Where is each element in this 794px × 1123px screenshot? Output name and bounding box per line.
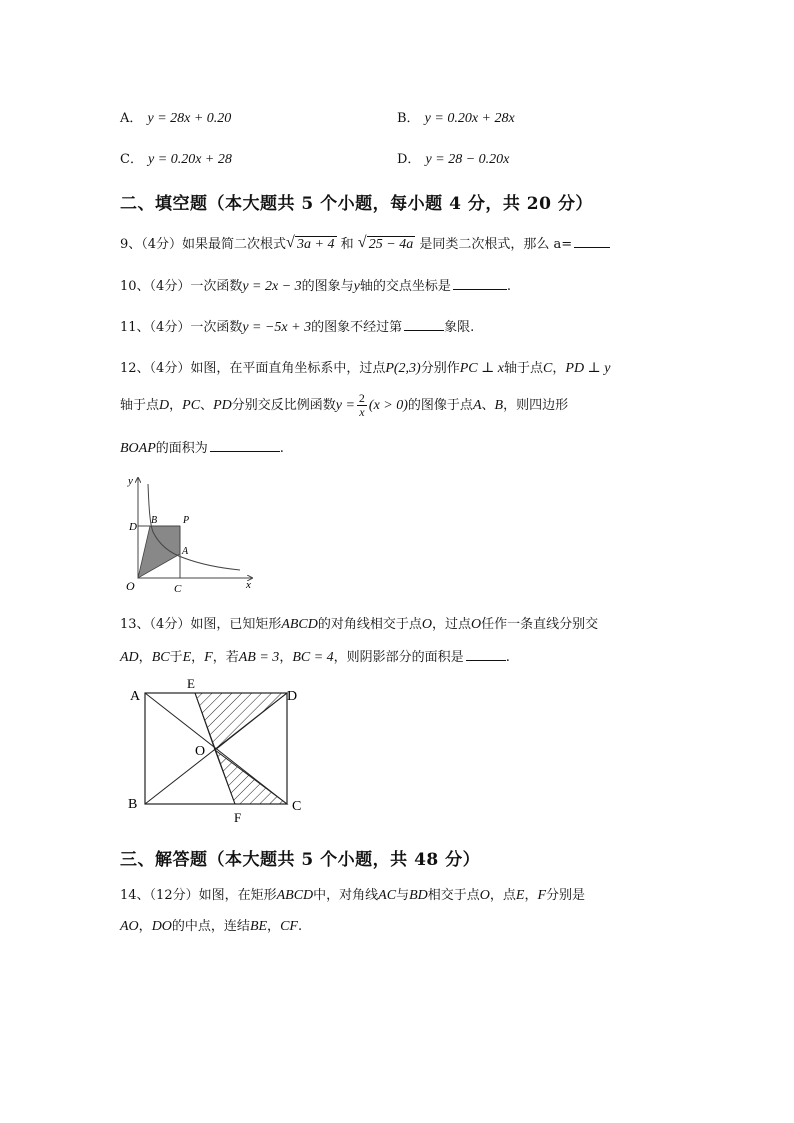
q14-comma: ，点: [489, 888, 516, 903]
fig2-label-b: B: [128, 797, 138, 812]
q13-line2-suffix: ，则阴影部分的面积是: [333, 650, 464, 665]
fig2-label-d: D: [287, 689, 298, 704]
q10-answer-blank[interactable]: [453, 277, 507, 290]
figure-q13: [120, 676, 320, 826]
q13-bc-eq: BC = 4: [292, 650, 334, 665]
q12-condition: (x > 0): [368, 398, 408, 413]
q12-line1-mid: 分别作: [420, 361, 460, 376]
q9-prefix: 9、（4分）如果最简二次根式: [120, 237, 287, 252]
q14-ac: AC: [378, 888, 397, 903]
fig1-label-o: O: [126, 579, 135, 593]
q10-mid: 的图象与: [301, 279, 354, 294]
q12-pc-perp: PC ⊥ x: [459, 361, 505, 376]
q12-pd: PD: [213, 398, 232, 413]
q13-ruo: ，若: [212, 650, 239, 665]
q12-pd-perp: PD ⊥ y: [565, 361, 611, 376]
q14-do: DO: [151, 919, 172, 934]
fig1-label-c: C: [174, 583, 182, 595]
q12-line3-suffix: 的面积为: [155, 441, 208, 456]
question-10: [120, 275, 511, 295]
q13-comma-3: ，: [279, 650, 293, 665]
q14-end: .: [297, 919, 303, 934]
q12-line2-mid2: 的图像于点: [407, 398, 473, 413]
option-a-expr: y = 28x + 0.20: [147, 111, 232, 126]
q14-cf: CF: [280, 919, 298, 934]
option-c: [120, 148, 232, 168]
q12-line1-mid2: 轴于点: [504, 361, 544, 376]
q10-var: y: [353, 279, 360, 294]
q12-answer-blank[interactable]: [210, 439, 280, 452]
q10-prefix: 10、（4分）一次函数: [120, 279, 243, 294]
q14-line1-mid2: 相交于点: [427, 888, 480, 903]
q13-yu: 于: [169, 650, 183, 665]
q13-point-f: F: [204, 650, 213, 665]
q13-answer-blank[interactable]: [466, 648, 506, 661]
q12-comma: ，: [552, 361, 566, 376]
q13-point-o: O: [421, 617, 433, 632]
q12-comma-2: ，: [169, 398, 183, 413]
q12-quad-boap: BOAP: [120, 441, 156, 456]
option-b-label: B．: [397, 111, 420, 126]
fig1-label-y: y: [128, 475, 133, 487]
q12-point-p: P(2,3): [385, 361, 421, 376]
q11-answer-blank[interactable]: [404, 318, 444, 331]
question-11: [120, 316, 474, 336]
q13-ab-eq: AB = 3: [238, 650, 280, 665]
q9-answer-blank[interactable]: [574, 235, 610, 248]
q12-end: .: [279, 441, 284, 456]
option-d: [397, 148, 509, 168]
q13-comma-2: ，: [191, 650, 205, 665]
q13-comma-1: ，: [138, 650, 152, 665]
question-12-line-1: [120, 357, 610, 377]
q12-pc: PC: [182, 398, 201, 413]
q11-suffix: 象限.: [444, 320, 475, 335]
q12-point-d: D: [159, 398, 170, 413]
q14-yu: 与: [396, 888, 410, 903]
q14-point-f: F: [537, 888, 547, 903]
q12-line2-mid: 分别交反比例函数: [231, 398, 336, 413]
q12-sep-2: 、: [481, 398, 495, 413]
q9-radical-1: √ 3a + 4: [286, 234, 335, 252]
q14-point-e: E: [515, 888, 525, 903]
fig1-label-b: B: [151, 515, 158, 526]
fig1-label-d: D: [129, 521, 137, 533]
q12-line1-prefix: 12、（4分）如图，在平面直角坐标系中，过点: [120, 361, 386, 376]
fig2-label-o: O: [195, 744, 206, 759]
question-13-line-2: [120, 646, 510, 666]
section3-title: 三、解答题（本大题共 5 个小题，共 48 分）: [120, 850, 481, 870]
option-c-label: C．: [120, 152, 143, 167]
question-13-line-1: [120, 613, 598, 633]
q13-abcd: ABCD: [281, 617, 318, 632]
q13-line1-mid: 的对角线相交于点: [317, 617, 422, 632]
fig1-label-a: A: [182, 546, 189, 557]
option-a-label: A．: [120, 111, 143, 126]
q14-comma-2: ，: [524, 888, 538, 903]
q13-end: .: [505, 650, 510, 665]
q11-expr: y = −5x + 3: [242, 320, 312, 335]
question-14-line-2: [120, 915, 302, 935]
option-d-expr: y = 28 − 0.20x: [425, 152, 510, 167]
q11-prefix: 11、（4分）一次函数: [120, 320, 243, 335]
q12-point-c: C: [543, 361, 553, 376]
q12-point-a: A: [472, 398, 482, 413]
q12-line2-suffix: ，则四边形: [503, 398, 569, 413]
q12-line2-prefix: 轴于点: [120, 398, 160, 413]
q13-point-e: E: [182, 650, 192, 665]
question-12-line-3: [120, 437, 284, 457]
q13-line1-mid2: ，过点: [432, 617, 472, 632]
q14-ao: AO: [120, 919, 139, 934]
fig2-label-c: C: [292, 799, 302, 814]
fig2-label-a: A: [130, 689, 141, 704]
shaded-triangle-top: [195, 693, 287, 750]
q13-line1-suffix: 任作一条直线分别交: [481, 617, 599, 632]
q13-point-o-2: O: [471, 617, 482, 632]
fig2-label-e: E: [187, 676, 195, 691]
question-12-line-2: [120, 392, 568, 419]
option-b: [397, 107, 515, 127]
q14-point-o: O: [479, 888, 490, 903]
figure-q12: [120, 470, 260, 598]
q9-radical-2: √ 25 − 4a: [357, 234, 414, 252]
fig1-label-p: P: [183, 515, 190, 526]
q14-line1-prefix: 14、（12分）如图，在矩形: [120, 888, 277, 903]
q14-abcd: ABCD: [276, 888, 314, 903]
q13-bc: BC: [151, 650, 170, 665]
q12-y-eq: y =: [335, 398, 355, 413]
q9-suffix: 是同类二次根式，那么 a=: [419, 237, 573, 252]
q10-suffix: 轴的交点坐标是: [359, 279, 451, 294]
shaded-quadrilateral: [138, 526, 180, 578]
q14-line1-suffix: 分别是: [546, 888, 586, 903]
option-c-expr: y = 0.20x + 28: [148, 152, 232, 167]
option-a: [120, 107, 231, 127]
q13-ad: AD: [120, 650, 139, 665]
option-b-expr: y = 0.20x + 28x: [424, 111, 515, 126]
q14-bd: BD: [409, 888, 428, 903]
q14-line2-mid: 的中点，连结: [171, 919, 250, 934]
question-14-line-1: [120, 884, 585, 904]
q11-mid: 的图象不经过第: [311, 320, 403, 335]
question-9: [120, 233, 610, 253]
q14-comma-4: ，: [267, 919, 281, 934]
q12-fraction: $\frac{2}{x}$: [358, 391, 365, 419]
option-d-label: D．: [397, 152, 421, 167]
section2-title: 二、填空题（本大题共 5 个小题，每小题 4 分，共 20 分）: [120, 194, 593, 214]
q10-end: .: [506, 279, 512, 294]
q14-comma-3: ，: [138, 919, 152, 934]
q12-point-b: B: [494, 398, 504, 413]
fig1-label-x: x: [246, 579, 251, 591]
q13-line1-prefix: 13、（4分）如图，已知矩形: [120, 617, 282, 632]
q9-mid: 和: [340, 237, 354, 252]
fig2-label-f: F: [234, 810, 242, 825]
q14-be: BE: [249, 919, 268, 934]
q14-line1-mid: 中，对角线: [313, 888, 379, 903]
q10-expr: y = 2x − 3: [242, 279, 302, 294]
q12-sep: 、: [200, 398, 214, 413]
